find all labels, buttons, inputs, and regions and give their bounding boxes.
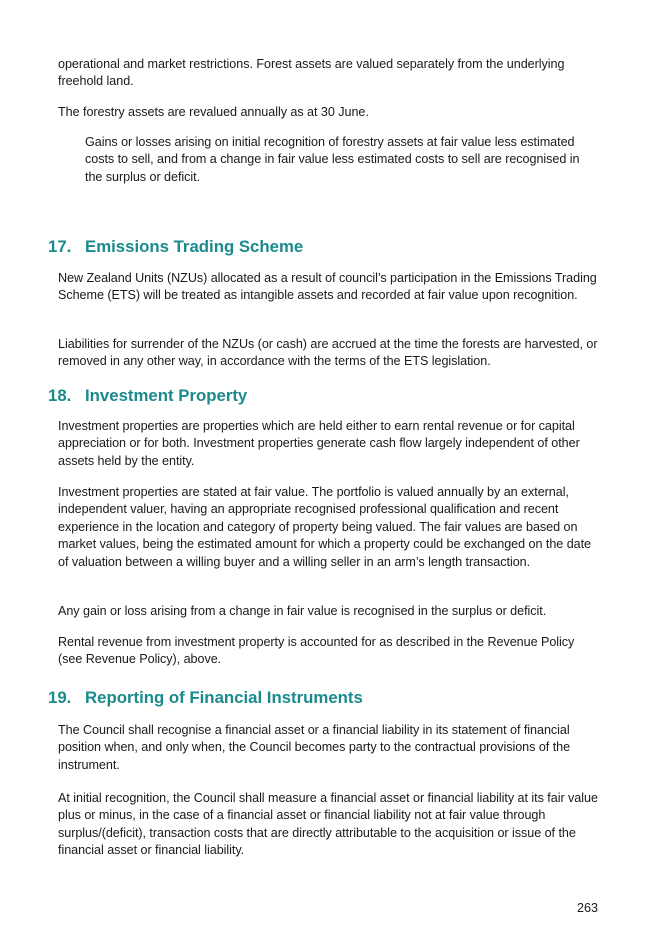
section-19-number: 19. <box>48 688 72 707</box>
section-17-paragraph-2: Liabilities for surrender of the NZUs (or cash) are accrued at the time the forests are harvested, or removed in any other way, in accordance with the terms of the ETS legislation. <box>58 337 598 369</box>
paragraph-forest-restrictions: operational and market restrictions. Forest assets are valued separately from the underlying freehold land. <box>58 57 565 89</box>
section-17-number: 17. <box>48 237 72 256</box>
section-18-paragraph-1: Investment properties are properties which are held either to earn rental revenue or for capital appreciation or for both. Investment properties generate cash flow largely independent of other assets held by the entity. <box>58 419 580 468</box>
section-18-heading <box>48 386 608 406</box>
section-17-heading <box>48 237 608 257</box>
section-18-number: 18. <box>48 386 72 405</box>
section-18-paragraph-3: Any gain or loss arising from a change in fair value is recognised in the surplus or deficit. <box>58 604 547 618</box>
paragraph-forestry-gains-losses: Gains or losses arising on initial recognition of forestry assets at fair value less estimated costs to sell, and from a change in fair value less estimated costs to sell are recognised in the surplus or deficit. <box>85 135 580 184</box>
section-18-paragraph-4: Rental revenue from investment property is accounted for as described in the Revenue Policy (see Revenue Policy), above. <box>58 635 575 667</box>
section-19-title: Reporting of Financial Instruments <box>85 688 363 707</box>
section-19-heading <box>48 688 608 708</box>
section-18-paragraph-2: Investment properties are stated at fair value. The portfolio is valued annually by an external, independent valuer, having an appropriate recognised professional qualification and recent experience in the location and category of property being valued. The fair values are based on market values, being the estimated amount for which a property could be exchanged on the date of valuation between a willing buyer and a willing seller in an arm’s length transaction. <box>58 485 592 569</box>
section-19-paragraph-2: At initial recognition, the Council shall measure a financial asset or financial liability at its fair value plus or minus, in the case of a financial asset or financial liability not at fair value through surplus/(deficit), transaction costs that are directly attributable to the acquisition or issue of the financial asset or financial liability. <box>58 791 598 858</box>
section-17-paragraph-1: New Zealand Units (NZUs) allocated as a result of council’s participation in the Emissions Trading Scheme (ETS) will be treated as intangible assets and recorded at fair value upon recognition. <box>58 271 597 303</box>
page-number: 263 <box>576 901 598 915</box>
section-17-title: Emissions Trading Scheme <box>85 237 304 256</box>
section-18-title: Investment Property <box>85 386 248 405</box>
section-19-paragraph-1: The Council shall recognise a financial asset or a financial liability in its statement of financial position when, and only when, the Council becomes party to the contractual provisions of the instrument. <box>58 723 571 772</box>
paragraph-forestry-revaluation: The forestry assets are revalued annually as at 30 June. <box>58 105 369 119</box>
